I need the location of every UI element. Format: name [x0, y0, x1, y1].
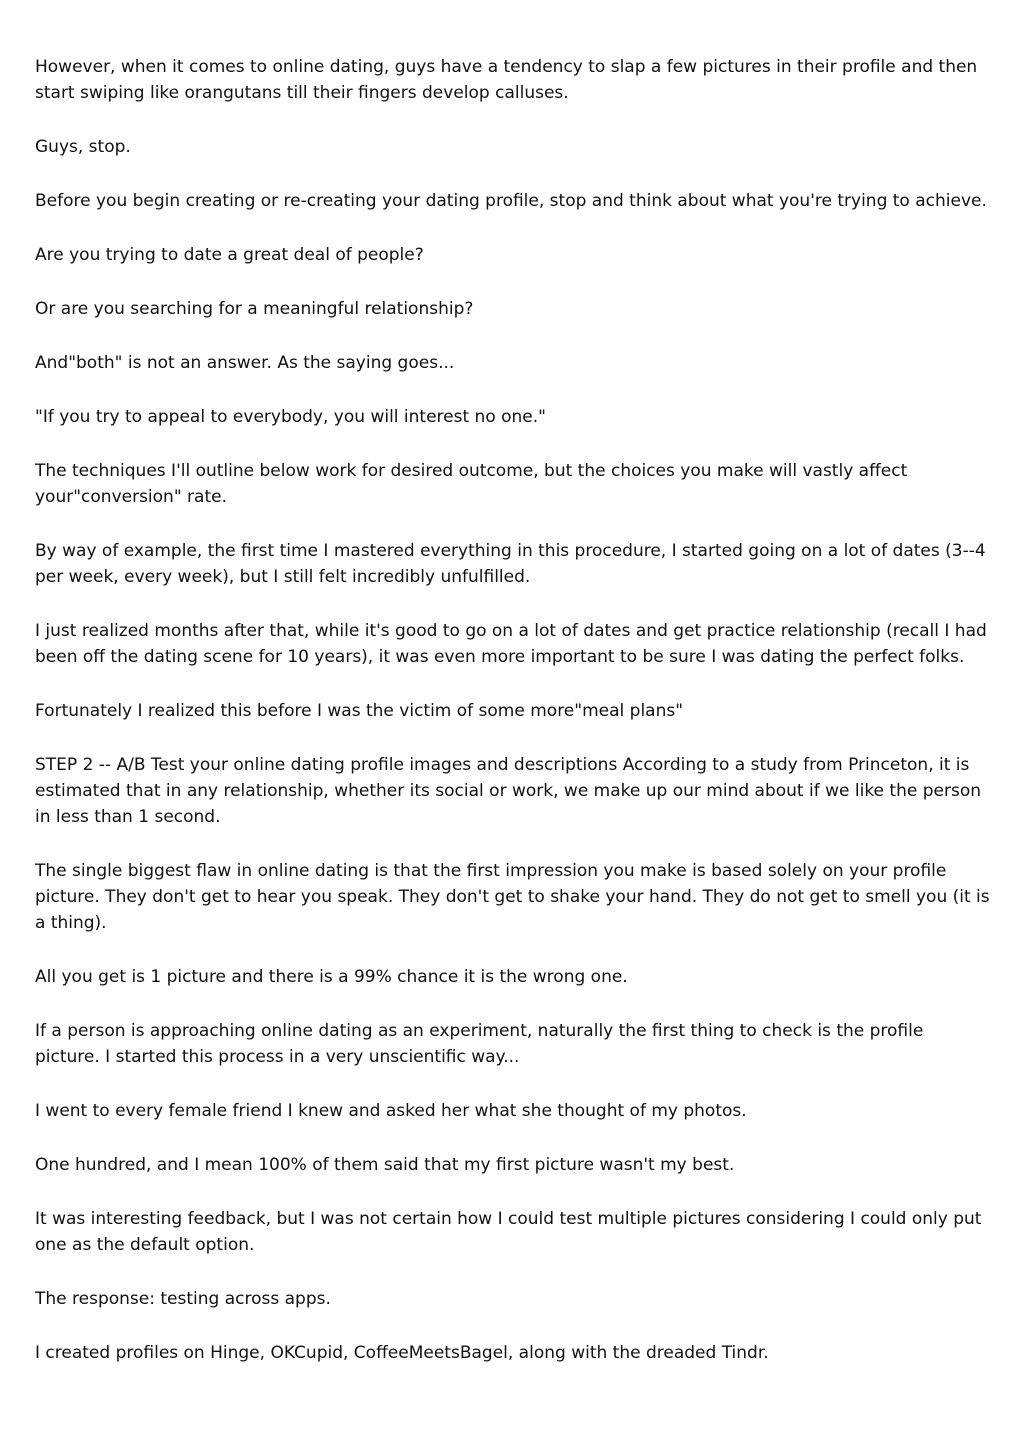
paragraph-13: The single biggest flaw in online dating is that the first impression you make is based solely on your profile picture. They don't get to hear you speak. They don't get to shake your hand. They do not get to smell you (it is a thing). [35, 861, 990, 933]
paragraph-11: Fortunately I realized this before I was the victim of some more"meal plans" [35, 701, 684, 721]
paragraph-16: I went to every female friend I knew and asked her what she thought of my photos. [35, 1101, 747, 1121]
paragraph-2: Guys, stop. [35, 137, 131, 157]
paragraph-20: I created profiles on Hinge, OKCupid, CoffeeMeetsBagel, along with the dreaded Tindr. [35, 1343, 769, 1363]
paragraph-10: I just realized months after that, while it's good to go on a lot of dates and get practice relationship (recall I had been off the dating scene for 10 years), it was even more important to be sure I was dating the perfect folks. [35, 621, 987, 667]
paragraph-14: All you get is 1 picture and there is a 99% chance it is the wrong one. [35, 967, 628, 987]
paragraph-4: Are you trying to date a great deal of people? [35, 245, 424, 265]
paragraph-18: It was interesting feedback, but I was not certain how I could test multiple pictures considering I could only put one as the default option. [35, 1209, 982, 1255]
paragraph-3: Before you begin creating or re-creating your dating profile, stop and think about what you're trying to achieve. [35, 191, 987, 211]
paragraph-8: The techniques I'll outline below work for desired outcome, but the choices you make will vastly affect your"conversion" rate. [35, 461, 908, 507]
paragraph-5: Or are you searching for a meaningful relationship? [35, 299, 474, 319]
paragraph-1: However, when it comes to online dating, guys have a tendency to slap a few pictures in their profile and then start swiping like orangutans till their fingers develop calluses. [35, 57, 978, 103]
paragraph-12: STEP 2 -- A/B Test your online dating profile images and descriptions According to a study from Princeton, it is estimated that in any relationship, whether its social or work, we make up our mind about if we like the person in less than 1 second. [35, 755, 981, 827]
paragraph-7: "If you try to appeal to everybody, you will interest no one." [35, 407, 546, 427]
paragraph-17: One hundred, and I mean 100% of them said that my first picture wasn't my best. [35, 1155, 735, 1175]
paragraph-15: If a person is approaching online dating as an experiment, naturally the first thing to check is the profile picture. I started this process in a very unscientific way... [35, 1021, 924, 1067]
paragraph-19: The response: testing across apps. [35, 1289, 331, 1309]
paragraph-9: By way of example, the first time I mastered everything in this procedure, I started going on a lot of dates (3--4 per week, every week), but I still felt incredibly unfulfilled. [35, 541, 986, 587]
paragraph-6: And"both" is not an answer. As the saying goes... [35, 353, 455, 373]
